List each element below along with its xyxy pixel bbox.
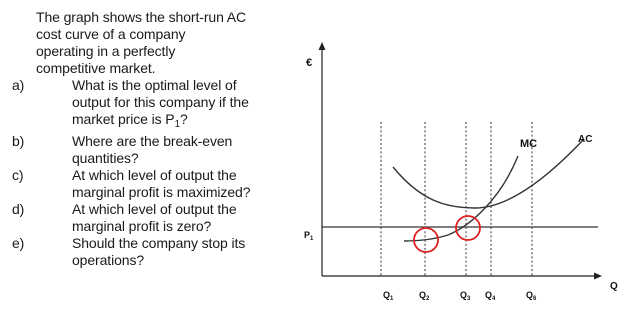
q-sub: 3 xyxy=(467,296,471,302)
question-line: What is the optimal level of xyxy=(72,77,237,93)
highlight-circle-q3 xyxy=(456,216,480,240)
y-axis-arrow xyxy=(319,42,326,50)
question-line: marginal profit is maximized? xyxy=(72,184,251,200)
mc-label: MC xyxy=(520,138,538,150)
q-main: Q xyxy=(526,290,534,300)
q-sub: 2 xyxy=(426,296,430,302)
x-axis-arrow xyxy=(594,273,602,280)
intro-line: operating in a perfectly xyxy=(36,43,176,59)
q-main: Q xyxy=(383,290,391,300)
question-line: At which level of output the xyxy=(72,201,237,217)
q-sub: 6 xyxy=(533,296,537,302)
question-letter: b) xyxy=(12,133,25,149)
quantity-label-q4 xyxy=(485,290,496,302)
quantity-label-q3 xyxy=(460,290,471,302)
question-line: quantities? xyxy=(72,150,139,166)
question-line: Should the company stop its xyxy=(72,235,246,251)
question-letter: c) xyxy=(12,167,24,183)
q-main: Q xyxy=(419,290,427,300)
question-suffix: ? xyxy=(180,111,188,127)
intro-line: competitive market. xyxy=(36,60,156,76)
question-letter: a) xyxy=(12,77,25,93)
price-label-sub: 1 xyxy=(310,236,314,242)
question-line-main: market price is P xyxy=(72,111,175,127)
quantity-label-q6 xyxy=(526,290,537,302)
price-label xyxy=(304,230,314,242)
q-main: Q xyxy=(485,290,493,300)
intro-line: The graph shows the short-run AC xyxy=(36,9,247,25)
question-letter: d) xyxy=(12,201,25,217)
y-axis-label: € xyxy=(306,57,313,69)
quantity-label-q2 xyxy=(419,290,430,302)
question-line: marginal profit is zero? xyxy=(72,218,212,234)
price-subscript: 1 xyxy=(174,119,181,130)
q-sub: 1 xyxy=(390,296,394,302)
intro-line: cost curve of a company xyxy=(36,26,186,42)
quantity-labels xyxy=(383,290,537,302)
q-main: Q xyxy=(460,290,468,300)
question-line: At which level of output the xyxy=(72,167,237,183)
q-sub: 4 xyxy=(492,296,496,302)
question-letter: e) xyxy=(12,235,25,251)
ac-curve xyxy=(393,139,584,208)
question-line: output for this company if the xyxy=(72,94,249,110)
quantity-label-q1 xyxy=(383,290,394,302)
ac-label: AC xyxy=(578,134,593,145)
question-line: Where are the break-even xyxy=(72,133,233,149)
price-label-main: P xyxy=(304,230,311,240)
question-line: operations? xyxy=(72,252,145,268)
x-axis-label: Q xyxy=(610,281,618,292)
